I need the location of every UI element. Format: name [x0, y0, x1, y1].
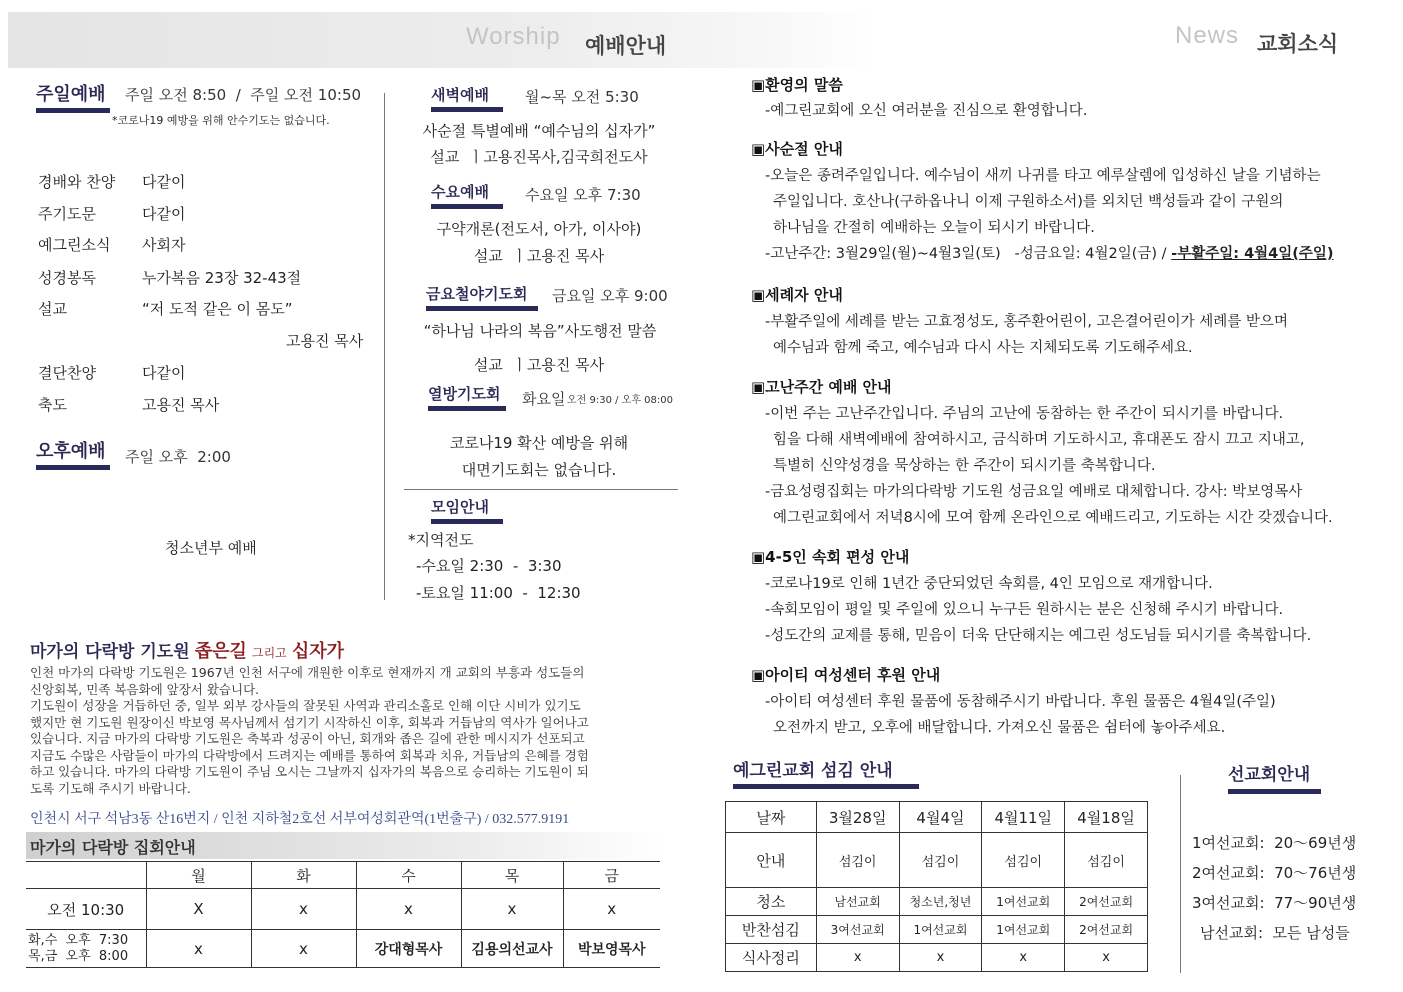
maga-line: 인천 마가의 다락방 기도원은 1967년 인천 서구에 개원한 이후로 현재까지 개 교회의 부흥과 성도들의 [30, 665, 585, 680]
service-row-label: 식사정리 [726, 944, 817, 972]
sunday-order-list-2 [38, 362, 219, 426]
news-heading: ▣4-5인 속회 편성 안내 [751, 548, 910, 566]
service-header: 4월11일 [982, 802, 1065, 833]
time-label: 오전 10:30 [47, 900, 125, 919]
news-item [751, 664, 1391, 754]
news-heading: ▣세례자 안내 [751, 286, 843, 304]
order-key: 축도 [38, 396, 67, 414]
maga-description [30, 665, 670, 797]
service-cell: 3여선교회 [816, 916, 899, 944]
service-cell: 섬김이 [982, 833, 1065, 888]
schedule-cell: x [461, 889, 563, 930]
order-value: 다같이 [142, 173, 186, 191]
corner-cell [26, 862, 146, 889]
maga-title-main: 마가의 다락방 기도원 [30, 642, 190, 662]
service-cell: 2여선교회 [1065, 916, 1148, 944]
maga-line: 있습니다. 지금 마가의 다락방 기도원은 축복과 성공이 아닌, 회개와 좁은 길에 관한 메시지가 선포되고 [30, 731, 585, 746]
schedule-cell: x [563, 889, 660, 930]
order-value: “저 도적 같은 이 몸도” [142, 300, 293, 318]
worship-ko-title: 예배안내 [585, 34, 667, 58]
news-line: -성도간의 교제를 통해, 믿음이 더욱 단단해지는 예그린 성도님들 되시기를 축복합니다. [765, 628, 1312, 644]
news-item [751, 284, 1391, 376]
schedule-cell: x [251, 930, 356, 968]
fri-title: 금요철야기도회 [426, 283, 538, 311]
wed-time: 수요일 오후 7:30 [525, 186, 641, 204]
news-item [751, 376, 1391, 546]
news-line: -금요성령집회는 마가의다락방 기도원 성금요일 예배로 대체합니다. 강사: 박보영목사 [765, 484, 1303, 500]
service-cell: x [816, 944, 899, 972]
news-heading: ▣아이티 여성센터 후원 안내 [751, 666, 941, 684]
schedule-cell: x [146, 930, 251, 968]
news-ko-title: 교회소식 [1257, 32, 1339, 56]
service-row-label: 안내 [726, 833, 817, 888]
order-key: 경배와 찬양 [38, 173, 116, 191]
news-line: 예수님과 함께 죽고, 예수님과 다시 사는 지체되도록 기도해주세요. [773, 340, 1193, 356]
sunday-preacher: 고용진 목사 [286, 332, 364, 350]
service-cell: x [982, 944, 1065, 972]
yeolbang-title: 열방기도회 [428, 383, 506, 411]
moim-line3: -토요일 11:00 - 12:30 [416, 584, 581, 602]
maga-schedule-title: 마가의 다락방 집회안내 [30, 838, 196, 857]
day-header: 금 [563, 862, 660, 889]
news-line: -부활주일에 세례를 받는 고효정성도, 홍주환어린이, 고은결어린이가 세례를 받으며 [765, 314, 1288, 330]
service-title: 예그린교회 섬김 안내 [733, 756, 919, 789]
schedule-cell: 김용의선교사 [461, 930, 563, 968]
yeolbang-time-hours: 오전 9:30 / 오후 08:00 [567, 395, 673, 406]
news-list [751, 72, 1391, 754]
day-header: 수 [356, 862, 461, 889]
day-header: 목 [461, 862, 563, 889]
news-item [751, 546, 1391, 664]
order-key: 결단찬양 [38, 364, 96, 382]
order-value: 다같이 [142, 364, 186, 382]
dawn-title: 새벽예배 [431, 84, 503, 112]
news-line: 예그린교회에서 저녁8시에 모여 함께 온라인으로 예배드리고, 기도하는 시간 갖겠습니다. [773, 510, 1333, 526]
service-cell: 섬김이 [816, 833, 899, 888]
maga-title-and: 그리고 [252, 646, 287, 660]
maga-schedule-table [26, 861, 660, 968]
service-row-label: 청소 [726, 888, 817, 916]
maga-title [30, 637, 344, 663]
order-key: 주기도문 [38, 205, 96, 223]
mission-item: 3여선교회: 77～90년생 [1192, 894, 1357, 912]
news-line: 오전까지 받고, 오후에 배달합니다. 가져오신 물품은 쉼터에 놓아주세요. [773, 720, 1226, 736]
dawn-time: 월~목 오전 5:30 [525, 88, 639, 106]
sunday-order-list [38, 171, 301, 329]
yeolbang-line2: 대면기도회는 없습니다. [461, 461, 617, 479]
maga-line: 기도원이 성장을 거듭하던 중, 일부 외부 강사들의 잘못된 사역과 관리소홀로 인해 이단 시비가 있기도 [30, 698, 581, 713]
order-key: 설교 [38, 300, 67, 318]
worship-en-title: Worship [466, 23, 561, 50]
mission-divider [1180, 775, 1181, 973]
wed-title: 수요예배 [431, 181, 503, 209]
order-key: 성경봉독 [38, 269, 96, 287]
wed-line1: 구약개론(전도서, 아가, 이사야) [436, 220, 642, 238]
service-header: 날짜 [726, 802, 817, 833]
service-cell: x [899, 944, 982, 972]
news-heading: ▣환영의 말씀 [751, 76, 843, 94]
maga-line: 했지만 현 기도원 원장이신 박보영 목사님께서 섬기기 시작하신 이후, 회복과 거듭남의 역사가 일어나고 [30, 714, 589, 730]
moim-line2: -수요일 2:30 - 3:30 [416, 557, 562, 575]
sunday-title: 주일예배 [36, 80, 110, 113]
service-cell: 섬김이 [899, 833, 982, 888]
order-key: 예그린소식 [38, 236, 111, 254]
schedule-cell: 박보영목사 [563, 930, 660, 968]
maga-line: 도록 기도해 주시기 바랍니다. [30, 780, 191, 796]
news-line: 하나님을 간절히 예배하는 오늘이 되시기 바랍니다. [773, 220, 1095, 236]
maga-title-cross: 십자가 [291, 641, 345, 662]
service-cell: 섬김이 [1065, 833, 1148, 888]
maga-line: 지금도 수많은 사람들이 마가의 다락방에서 드려지는 예배를 통하여 회복과 치유, 거듭남의 은혜를 경험 [30, 747, 589, 763]
news-line: 특별히 신약성경을 묵상하는 한 주간이 되시기를 축복합니다. [773, 458, 1156, 474]
column-divider [384, 93, 385, 600]
order-value: 누가복음 23장 32-43절 [142, 269, 302, 287]
fri-line1: “하나님 나라의 복음”사도행전 말씀 [423, 322, 657, 340]
service-cell: 남선교회 [816, 888, 899, 916]
afternoon-time: 주일 오후 2:00 [125, 448, 231, 466]
maga-address: 인천시 서구 석남3동 산16번지 / 인천 지하철2호선 서부여성회관역(1번출구) / 032.577.9191 [30, 812, 570, 827]
day-header: 월 [146, 862, 251, 889]
news-line: -속회모임이 평일 및 주일에 있으니 누구든 원하시는 분은 신청해 주시기 바랍니다. [765, 602, 1284, 618]
news-heading: ▣사순절 안내 [751, 140, 843, 158]
news-line: -이번 주는 고난주간입니다. 주님의 고난에 동참하는 한 주간이 되시기를 바랍니다. [765, 406, 1284, 422]
sunday-note: *코로나19 예방을 위해 안수기도는 없습니다. [112, 114, 330, 127]
time-label-line: 목,금 오후 8:00 [28, 948, 129, 964]
yeolbang-time-day: 화요일 [522, 390, 566, 408]
news-item [751, 72, 1391, 138]
day-header: 화 [251, 862, 356, 889]
dawn-line1: 사순절 특별예배 “예수님의 십자가” [422, 122, 656, 140]
maga-line: 하고 있습니다. 마가의 다락방 기도원이 주님 오시는 그날까지 십자가의 복음으로 승리하는 기도원이 되 [30, 764, 589, 779]
mission-item: 2여선교회: 70～76년생 [1192, 864, 1357, 882]
time-label-evening [26, 930, 146, 968]
time-label-line: 화,수 오후 7:30 [28, 932, 129, 948]
news-en-title: News [1175, 22, 1240, 49]
order-value: 사회자 [142, 236, 186, 254]
mission-title: 선교회안내 [1228, 760, 1321, 794]
header-bar [8, 12, 878, 68]
wed-line2: 설교 ㅣ고용진 목사 [473, 247, 605, 265]
maga-title-narrow: 좁은길 [194, 641, 247, 662]
news-line-text: -고난주간: 3월29일(월)~4월3일(토) -성금요일: 4월2일(금) / [765, 246, 1172, 262]
news-line: -오늘은 종려주일입니다. 예수님이 새끼 나귀를 타고 예루살렘에 입성하신 날을 기념하는 [765, 168, 1321, 184]
news-line: -코로나19로 인해 1년간 중단되었던 속회를, 4인 모임으로 재개합니다. [765, 576, 1213, 592]
service-cell: x [1065, 944, 1148, 972]
moim-title: 모임안내 [431, 496, 503, 524]
service-table [725, 801, 1148, 972]
schedule-cell: X [146, 889, 251, 930]
sunday-time: 주일 오전 8:50 / 주일 오전 10:50 [125, 86, 362, 104]
news-line: 주일입니다. 호산나(구하옵나니 이제 구원하소서)를 외치던 백성들과 같이 구원의 [773, 194, 1284, 210]
service-cell: 1여선교회 [899, 916, 982, 944]
moim-divider [404, 489, 678, 490]
moim-line1: *지역전도 [408, 531, 474, 549]
fri-line2: 설교 ㅣ고용진 목사 [473, 356, 605, 374]
maga-line: 신앙회복, 민족 복음화에 앞장서 왔습니다. [30, 681, 260, 697]
news-line [751, 242, 1391, 268]
fri-time: 금요일 오후 9:00 [552, 287, 668, 305]
news-line: 힘을 다해 새벽예배에 참여하시고, 금식하며 기도하시고, 휴대폰도 잠시 끄고 지내고, [773, 432, 1305, 448]
schedule-cell: x [356, 889, 461, 930]
yeolbang-line1: 코로나19 확산 예방을 위해 [449, 434, 629, 452]
news-item [751, 138, 1391, 284]
schedule-cell: x [251, 889, 356, 930]
easter-date: -부활주일: 4월4일(주일) [1171, 246, 1334, 262]
mission-item: 남선교회: 모든 남성들 [1200, 924, 1350, 942]
dawn-line2: 설교 ㅣ고용진목사,김국희전도사 [430, 148, 648, 166]
service-row-label: 반찬섬김 [726, 916, 817, 944]
news-line: -아이티 여성센터 후원 물품에 동참해주시기 바랍니다. 후원 물품은 4월4일(주일) [765, 694, 1276, 710]
mission-item: 1여선교회: 20～69년생 [1192, 834, 1357, 852]
service-header: 3월28일 [816, 802, 899, 833]
afternoon-title: 오후예배 [36, 437, 110, 470]
service-cell: 2여선교회 [1065, 888, 1148, 916]
youth-service: 청소년부 예배 [165, 539, 257, 557]
service-cell: 1여선교회 [982, 888, 1065, 916]
news-heading: ▣고난주간 예배 안내 [751, 378, 892, 396]
service-cell: 1여선교회 [982, 916, 1065, 944]
service-header: 4월18일 [1065, 802, 1148, 833]
order-value: 고용진 목사 [142, 396, 220, 414]
mission-list [1192, 832, 1356, 952]
schedule-cell: 강대형목사 [356, 930, 461, 968]
service-header: 4월4일 [899, 802, 982, 833]
service-cell: 청소년,청년 [899, 888, 982, 916]
order-value: 다같이 [142, 205, 186, 223]
news-line: -예그린교회에 오신 여러분을 진심으로 환영합니다. [765, 103, 1088, 119]
